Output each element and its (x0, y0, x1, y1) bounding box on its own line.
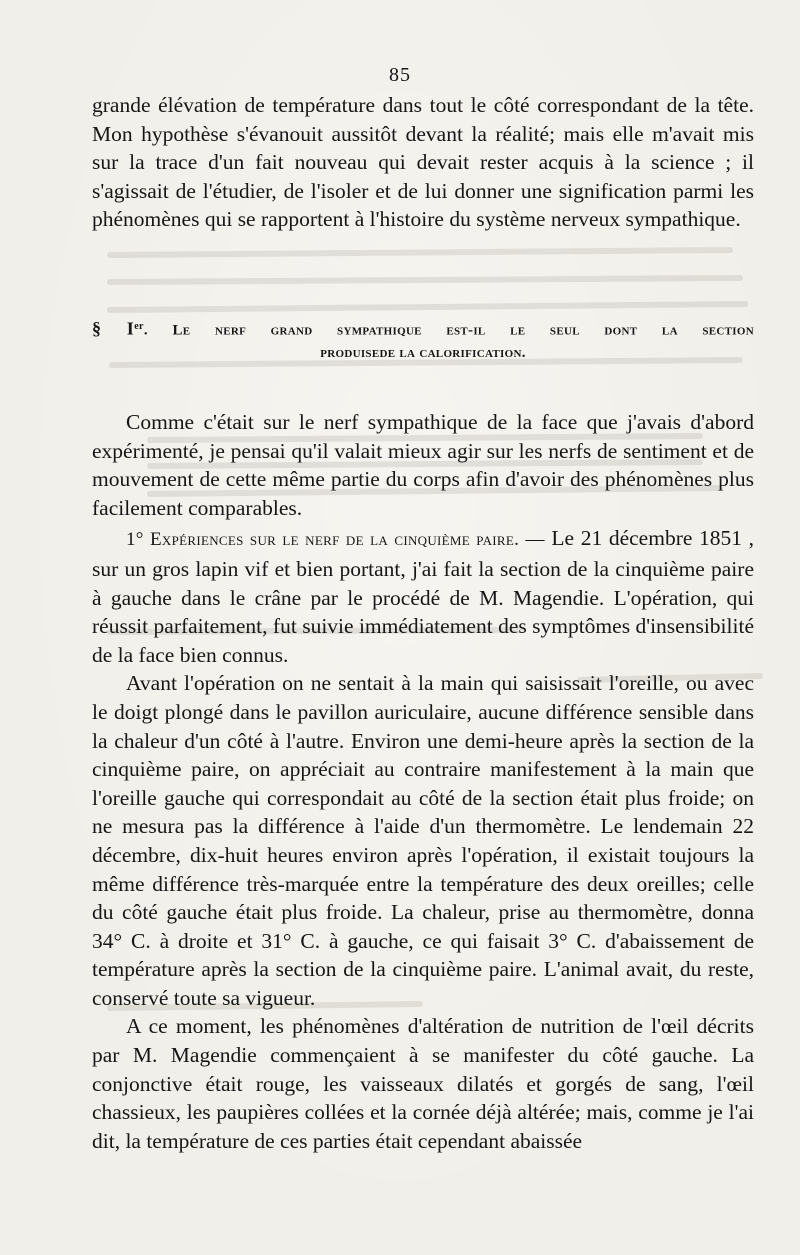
page-number: 85 (389, 64, 411, 86)
section-heading-title: . Le nerf grand sympathique est-il le seul dont la section (143, 322, 754, 339)
section-heading (92, 316, 754, 364)
section-marker-superscript: er (134, 321, 144, 332)
paragraph-comparison: Comme c'était sur le nerf sympathique de la face que j'avais d'abord expérimenté, je pensai qu'il valait mieux agir sur les nerfs de sentiment et de mouvement de cette même partie du corps afin d'avoir des phénomènes plus facilement comparables. (92, 410, 754, 520)
paragraph-temperature: Avant l'opération on ne sentait à la main qui saisissait l'oreille, ou avec le doigt plongé dans le pavillon auriculaire, aucune différence sensible dans la chaleur d'un côté à l'autre. Environ une demi-heure après la section de la cinquième paire, on appréciait au contraire manifestement à la main que l'oreille gauche qui correspondait au côté de la section était plus froide; on ne mesura pas la différence à l'aide d'un thermomètre. Le lendemain 22 décembre, dix-huit heures environ après l'opération, il existait toujours la même différence très-marquée entre la température des deux oreilles; celle du côté gauche était plus froide. La chaleur, prise au thermomètre, donna 34° C. à droite et 31° C. à gauche, ce qui faisait 3° C. d'abaissement de température après la section de la cinquième paire. L'animal avait, du reste, conservé toute sa vigueur. (92, 671, 754, 1010)
experience-heading: 1° Expériences sur le nerf de la cinquième paire. — (126, 529, 545, 551)
main-text-block (92, 408, 754, 1155)
intro-paragraph: grande élévation de température dans tout le côté correspondant de la tête. Mon hypothèse s'évanouit aussitôt devant la réalité; mais elle m'avait mis sur la trace d'un fait nouveau qui devait rester acquis à la science ; il s'agissait de l'étudier, de l'isoler et de lui donner une signification parmi les phénomènes qui se rapportent à l'histoire du système nerveux sympathique. (92, 93, 754, 232)
paragraph-experiment (92, 524, 754, 669)
section-marker: § I (92, 318, 135, 339)
paragraph-nutrition: A ce moment, les phénomènes d'altération de nutrition de l'œil décrits par M. Magendie commençaient à se manifester du côté gauche. La conjonctive était rouge, les vaisseaux dilatés et gorgés de sang, l'œil chassieux, les paupières collées et la cornée déjà altérée; mais, comme je l'ai dit, la température de ces parties était cependant abaissée (92, 1014, 754, 1153)
section-heading-line-1 (92, 316, 754, 342)
section-heading-line-2: produisede la calorification. (320, 344, 526, 361)
intro-text-block (92, 91, 754, 234)
experiment-text: Le 21 décembre 1851 , sur un gros lapin vif et bien portant, j'ai fait la section de la cinquième paire à gauche dans le crâne par le procédé de M. Magendie. L'opération, qui réussit parfaitement, fut suivie immédiatement des symptômes d'insensibilité de la face bien connus. (92, 526, 755, 667)
